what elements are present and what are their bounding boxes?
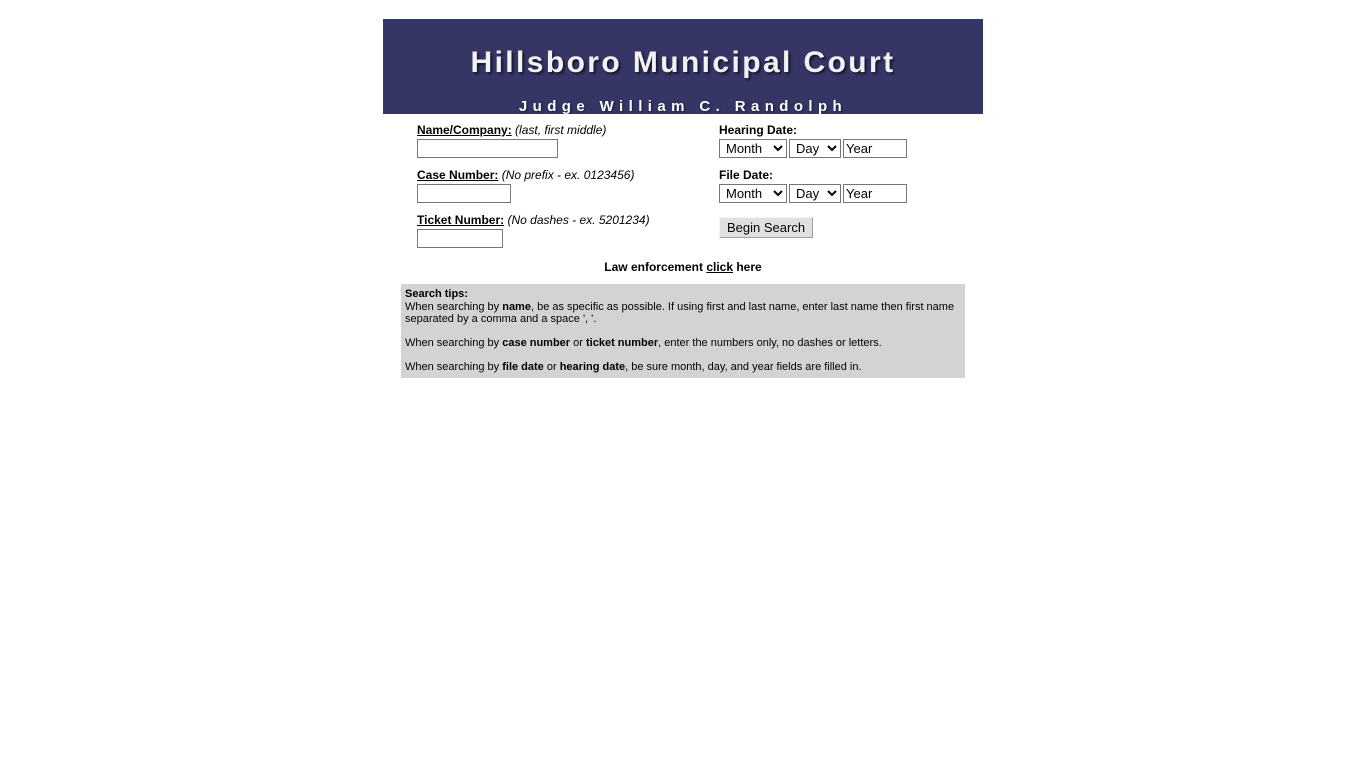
case-label: [417, 168, 717, 182]
name-company-input[interactable]: [417, 139, 558, 158]
tips-1-c: , be as specific as possible. If using first and last name, enter last name then first name separated by a comma and a space ', '.: [405, 301, 955, 325]
form-column-right: [719, 123, 979, 238]
search-tips-box: [401, 284, 965, 378]
hearing-day-select[interactable]: [789, 139, 841, 158]
tips-2-b: case number: [502, 337, 571, 349]
file-date-block: [719, 168, 979, 203]
case-number-input[interactable]: [417, 184, 511, 203]
tips-3-c: or: [543, 361, 560, 373]
hearing-date-row: [719, 139, 979, 158]
hearing-year-input[interactable]: [843, 139, 907, 158]
tips-2-a: When searching by: [405, 337, 503, 349]
site-banner: [383, 19, 983, 114]
judge-subtitle: Judge William C. Randolph: [518, 98, 848, 114]
search-tips-line-3: [405, 361, 961, 373]
search-tips-title: Search tips:: [405, 288, 468, 300]
case-field-block: [417, 168, 717, 203]
ticket-label: [417, 213, 717, 227]
tips-2-d: ticket number: [586, 337, 659, 349]
tips-1-a: When searching by: [405, 301, 503, 313]
name-label-text: Name/Company:: [417, 123, 512, 137]
search-tips-line-2: [405, 337, 961, 349]
tips-1-b: name: [502, 301, 531, 313]
law-enforcement-suffix: here: [733, 260, 762, 274]
name-hint: (last, first middle): [515, 123, 607, 137]
law-enforcement-link[interactable]: click: [706, 260, 734, 274]
law-enforcement-line: [383, 260, 983, 274]
begin-search-button[interactable]: Begin Search: [719, 217, 813, 238]
hearing-date-block: [719, 123, 979, 158]
hearing-month-select[interactable]: [719, 139, 787, 158]
tips-3-b: file date: [502, 361, 544, 373]
file-month-select[interactable]: [719, 184, 787, 203]
law-enforcement-prefix: Law enforcement: [604, 260, 707, 274]
tips-2-c: or: [570, 337, 586, 349]
ticket-field-block: [417, 213, 717, 248]
form-column-left: [417, 123, 717, 258]
court-title: Hillsboro Municipal Court: [470, 46, 896, 79]
tips-3-e: , be sure month, day, and year fields are filled in.: [625, 361, 862, 373]
ticket-number-input[interactable]: [417, 229, 503, 248]
ticket-label-text: Ticket Number:: [417, 213, 505, 227]
name-field-block: [417, 123, 717, 158]
file-day-select[interactable]: [789, 184, 841, 203]
file-date-label: File Date:: [719, 168, 774, 182]
ticket-hint: (No dashes - ex. 5201234): [507, 213, 650, 227]
file-year-input[interactable]: [843, 184, 907, 203]
file-date-row: [719, 184, 979, 203]
tips-2-e: , enter the numbers only, no dashes or letters.: [658, 337, 882, 349]
case-hint: (No prefix - ex. 0123456): [501, 168, 635, 182]
case-label-text: Case Number:: [417, 168, 499, 182]
hearing-date-label: Hearing Date:: [719, 123, 798, 137]
tips-3-a: When searching by: [405, 361, 503, 373]
search-tips-line-1: [405, 301, 961, 325]
name-label: [417, 123, 717, 137]
tips-3-d: hearing date: [559, 361, 626, 373]
